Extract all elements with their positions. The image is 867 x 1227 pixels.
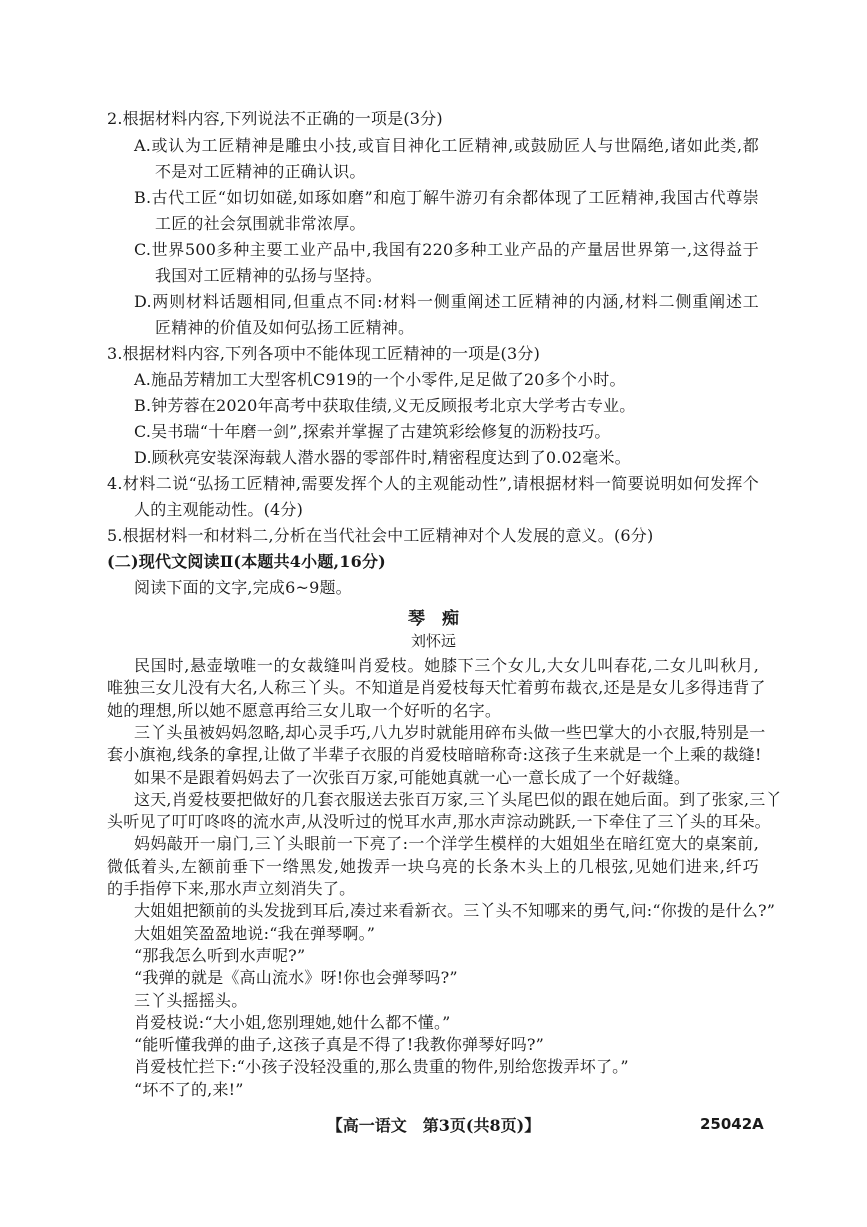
option-3c: C.吴书瑞“十年磨一剑”,探索并掌握了古建筑彩绘修复的沥粉技巧。	[134, 422, 611, 441]
exam-code: 25042A	[700, 1115, 764, 1133]
story-line-5: 套小旗袍,线条的拿捏,让做了半辈子衣服的肖爱枝暗暗称奇:这孩子生来就是一个上乘的裁缝!	[107, 745, 762, 764]
option-3d: D.顾秋亮安装深海载人潜水器的零部件时,精密程度达到了0.02毫米。	[134, 448, 631, 467]
option-2d-line2: 匠精神的价值及如何弘扬工匠精神。	[155, 318, 415, 337]
story-line-8: 头听见了叮叮咚咚的流水声,从没听过的悦耳水声,那水声淙动跳跃,一下牵住了三丫头的耳朵。	[107, 812, 771, 831]
section-heading: (二)现代文阅读Ⅱ(本题共4小题,16分)	[107, 552, 386, 571]
option-2c-line2: 我国对工匠精神的弘扬与坚持。	[155, 266, 382, 285]
story-line-4: 三丫头虽被妈妈忽略,却心灵手巧,八九岁时就能用碎布头做一些巴掌大的小衣服,特别是一	[134, 723, 766, 742]
option-3b: B.钟芳蓉在2020年高考中获取佳绩,义无反顾报考北京大学考古专业。	[134, 396, 636, 415]
question-3-stem: 3.根据材料内容,下列各项中不能体现工匠精神的一项是(3分)	[107, 344, 541, 363]
story-line-20: “坏不了的,来!”	[134, 1080, 244, 1099]
option-2c-line1: C.世界500多种主要工业产品中,我国有220多种工业产品的产量居世界第一,这得益于	[134, 240, 759, 259]
story-line-9: 妈妈敲开一扇门,三丫头眼前一下亮了:一个洋学生模样的大姐姐坐在暗红宽大的桌案前,	[134, 834, 759, 853]
story-line-19: 肖爱枝忙拦下:“小孩子没轻没重的,那么贵重的物件,别给您拨弄坏了。”	[134, 1057, 629, 1076]
story-line-6: 如果不是跟着妈妈去了一次张百万家,可能她真就一心一意长成了一个好裁缝。	[134, 768, 691, 787]
story-line-11: 的手指停下来,那水声立刻消失了。	[107, 879, 356, 898]
story-line-3: 她的理想,所以她不愿意再给三女儿取一个好听的名字。	[107, 701, 502, 720]
story-line-16: 三丫头摇摇头。	[134, 991, 248, 1010]
option-2d-line1: D.两则材料话题相同,但重点不同:材料一侧重阐述工匠精神的内涵,材料二侧重阐述工	[134, 292, 759, 311]
story-author: 刘怀远	[410, 632, 456, 650]
story-line-7: 这天,肖爱枝要把做好的几套衣服送去张百万家,三丫头尾巴似的跟在她后面。到了张家,三丫	[134, 790, 782, 809]
page-footer: 【高一语文 第3页(共8页)】	[326, 1116, 541, 1135]
option-2a-line2: 不是对工匠精神的正确认识。	[155, 162, 366, 181]
question-2-stem: 2.根据材料内容,下列说法不正确的一项是(3分)	[107, 109, 443, 128]
option-2a-line1: A.或认为工匠精神是雕虫小技,或盲目神化工匠精神,或鼓励匠人与世隔绝,诸如此类,都	[134, 136, 759, 155]
story-line-12: 大姐姐把额前的头发拢到耳后,凑过来看新衣。三丫头不知哪来的勇气,问:“你拨的是什么?”	[134, 901, 776, 920]
story-line-1: 民国时,悬壶墩唯一的女裁缝叫肖爱枝。她膝下三个女儿,大女儿叫春花,二女儿叫秋月,	[134, 656, 759, 675]
section-instruction: 阅读下面的文字,完成6~9题。	[134, 578, 352, 597]
story-line-14: “那我怎么听到水声呢?”	[134, 946, 306, 965]
question-4-line2: 人的主观能动性。(4分)	[134, 500, 304, 519]
option-2b-line2: 工匠的社会氛围就非常浓厚。	[155, 214, 366, 233]
option-3a: A.施品芳精加工大型客机C919的一个小零件,足足做了20多个小时。	[134, 370, 626, 389]
question-5: 5.根据材料一和材料二,分析在当代社会中工匠精神对个人发展的意义。(6分)	[107, 526, 654, 545]
story-line-18: “能听懂我弹的曲子,这孩子真是不得了!我教你弹琴好吗?”	[134, 1035, 545, 1054]
story-line-10: 微低着头,左额前垂下一绺黑发,她拨弄一块乌亮的长条木头上的几根弦,见她们进来,纤巧	[107, 857, 759, 876]
story-line-17: 肖爱枝说:“大小姐,您别理她,她什么都不懂。”	[134, 1013, 451, 1032]
question-4-line1: 4.材料二说“弘扬工匠精神,需要发挥个人的主观能动性”,请根据材料一简要说明如何发挥个	[107, 474, 759, 493]
story-line-2: 唯独三女儿没有大名,人称三丫头。不知道是肖爱枝每天忙着剪布裁衣,还是是女儿多得违背了	[107, 678, 766, 697]
story-title: 琴 痴	[408, 609, 459, 629]
option-2b-line1: B.古代工匠“如切如磋,如琢如磨”和庖丁解牛游刃有余都体现了工匠精神,我国古代尊崇	[134, 188, 759, 207]
story-line-15: “我弹的就是《高山流水》呀!你也会弹琴吗?”	[134, 968, 458, 987]
story-line-13: 大姐姐笑盈盈地说:“我在弹琴啊。”	[134, 924, 376, 943]
